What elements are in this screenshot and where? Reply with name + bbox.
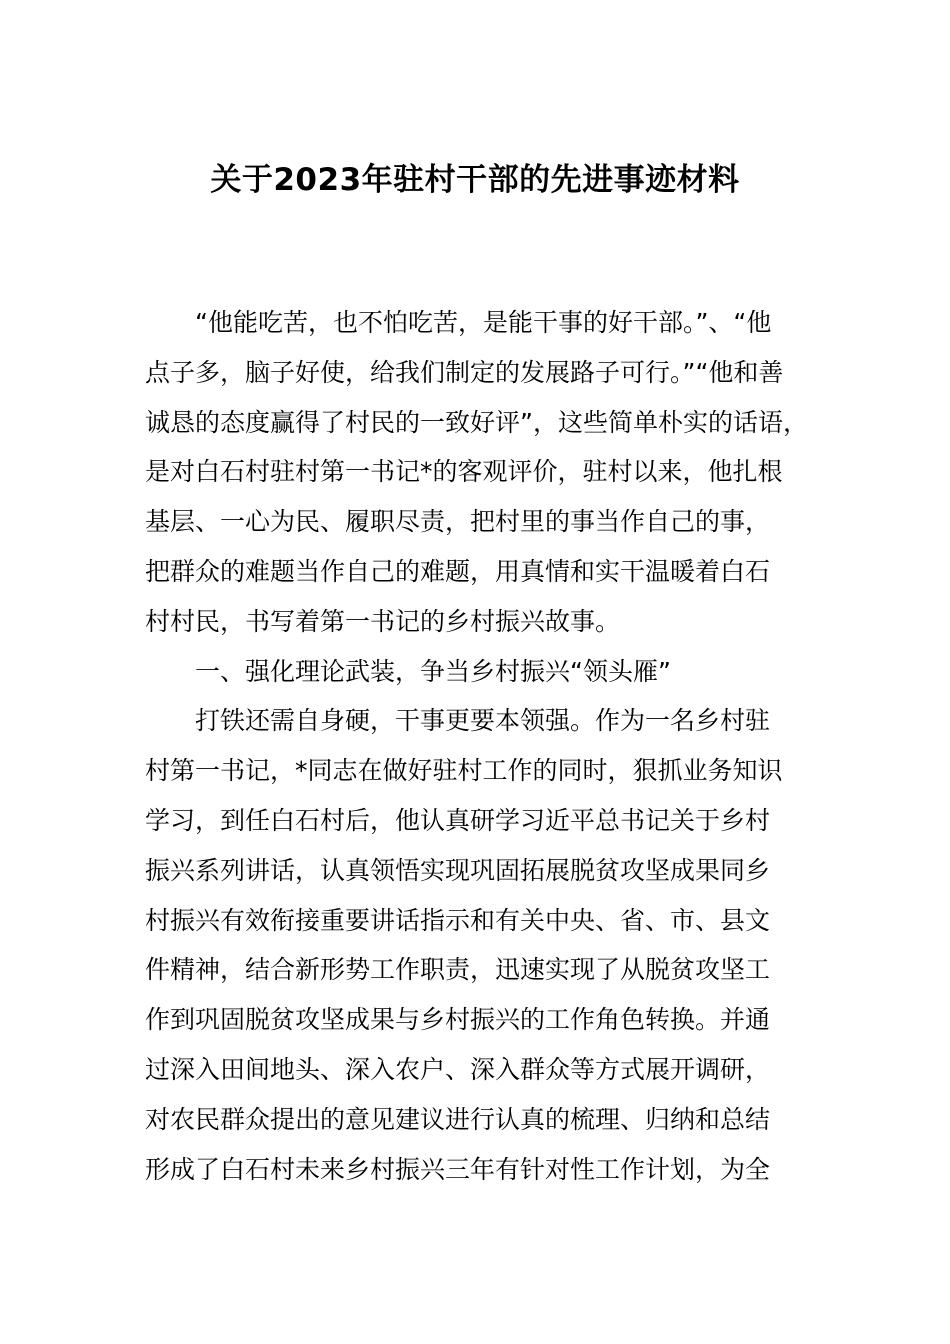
paragraph-line: 村振兴有效衔接重要讲话指示和有关中央、省、市、县文	[145, 905, 771, 935]
paragraph-line: 基层、一心为民、履职尽责，把村里的事当作自己的事，	[145, 507, 771, 537]
paragraph-line: 是对白石村驻村第一书记*的客观评价，驻村以来，他扎根	[145, 457, 783, 487]
paragraph-line: “他能吃苦，也不怕吃苦，是能干事的好干部。”、“他	[195, 308, 772, 337]
paragraph-line: 打铁还需自身硬，干事更要本领强。作为一名乡村驻	[195, 706, 771, 736]
paragraph-line: 村村民，书写着第一书记的乡村振兴故事。	[145, 606, 621, 636]
paragraph-line: 振兴系列讲话，认真领悟实现巩固拓展脱贫攻坚成果同乡	[145, 855, 771, 885]
document-body	[145, 298, 825, 1194]
section-heading: 一、强化理论武装，争当乡村振兴“领头雁”	[195, 656, 671, 686]
paragraph-line: 点子多，脑子好使，给我们制定的发展路子可行。”“他和善	[145, 357, 784, 387]
paragraph-line: 作到巩固脱贫攻坚成果与乡村振兴的工作角色转换。并通	[145, 1005, 771, 1035]
paragraph-line: 形成了白石村未来乡村振兴三年有针对性工作计划，为全	[145, 1154, 771, 1184]
paragraph-line: 过深入田间地头、深入农户、深入群众等方式展开调研，	[145, 1054, 771, 1084]
paragraph-line: 把群众的难题当作自己的难题，用真情和实干温暖着白石	[145, 556, 771, 586]
document-title: 关于2023年驻村干部的先进事迹材料	[210, 162, 740, 198]
paragraph-line: 村第一书记，*同志在做好驻村工作的同时，狠抓业务知识	[145, 756, 783, 786]
paragraph-line: 件精神，结合新形势工作职责，迅速实现了从脱贫攻坚工	[145, 955, 771, 985]
paragraph-line: 诚恳的态度赢得了村民的一致好评”，这些简单朴实的话语，	[145, 407, 808, 437]
paragraph-line: 学习，到任白石村后，他认真研学习近平总书记关于乡村	[145, 805, 771, 835]
paragraph-line: 对农民群众提出的意见建议进行认真的梳理、归纳和总结	[145, 1104, 771, 1134]
